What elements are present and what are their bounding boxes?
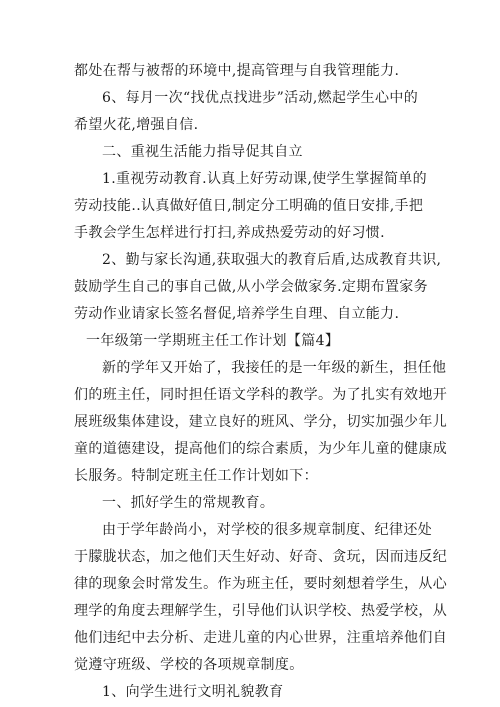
section-heading: 二、重视生活能力指导促其自立 <box>102 144 303 160</box>
text-line: 劳动技能..认真做好值日,制定分工明确的值日安排,手把 <box>74 198 424 214</box>
section-heading: 一、抓好学生的常规教育。 <box>102 495 275 511</box>
text-line: 童的道德建设，提高他们的综合素质，为少年儿童的健康成 <box>74 441 448 457</box>
text-line: 展班级集体建设，建立良好的班风、学分，切实加强少年儿 <box>74 414 448 430</box>
text-line: 都处在帮与被帮的环境中,提高管理与自我管理能力. <box>74 63 400 79</box>
text-line: 鼓励学生自己的事自己做,从小学会做家务.定期布置家务 <box>74 279 428 295</box>
text-line: 手教会学生怎样进行打扫,养成热爱劳动的好习惯. <box>74 225 385 241</box>
text-line: 律的现象会时常发生。作为班主任，要时刻想着学生，从心 <box>74 576 448 592</box>
text-line: 希望火花,增强自信. <box>74 117 199 133</box>
document-subtitle: 一年级第一学期班主任工作计划【篇4】 <box>86 333 340 349</box>
document-page <box>74 58 448 706</box>
text-line: 1.重视劳动教育.认真上好劳动课,使学生掌握简单的 <box>102 171 428 187</box>
text-line: 们的班主任，同时担任语文学科的教学。为了扎实有效地开 <box>74 387 448 403</box>
text-line: 觉遵守班级、学校的各项规章制度。 <box>74 657 304 673</box>
text-line: 由于学年龄尚小，对学校的很多规章制度、纪律还处 <box>102 522 433 538</box>
text-line: 长服务。特制定班主任工作计划如下： <box>74 468 318 484</box>
text-line: 6、每月一次“找优点找进步”活动,燃起学生心中的 <box>102 90 419 106</box>
text-line: 新的学年又开始了，我接任的是一年级的新生，担任他 <box>102 360 447 376</box>
text-line: 于朦胧状态，加之他们天生好动、好奇、贪玩，因而违反纪 <box>74 549 448 565</box>
text-line: 理学的角度去理解学生，引导他们认识学校、热爱学校，从 <box>74 603 448 619</box>
text-line: 2、勤与家长沟通,获取强大的教育后盾,达成教育共识, <box>102 252 442 268</box>
text-line: 劳动作业请家长签名督促,培养学生自理、自立能力. <box>74 306 400 322</box>
text-line: 他们违纪中去分析、走进儿童的内心世界，注重培养他们自 <box>74 630 448 646</box>
section-heading: 1、向学生进行文明礼貌教育 <box>102 684 284 700</box>
